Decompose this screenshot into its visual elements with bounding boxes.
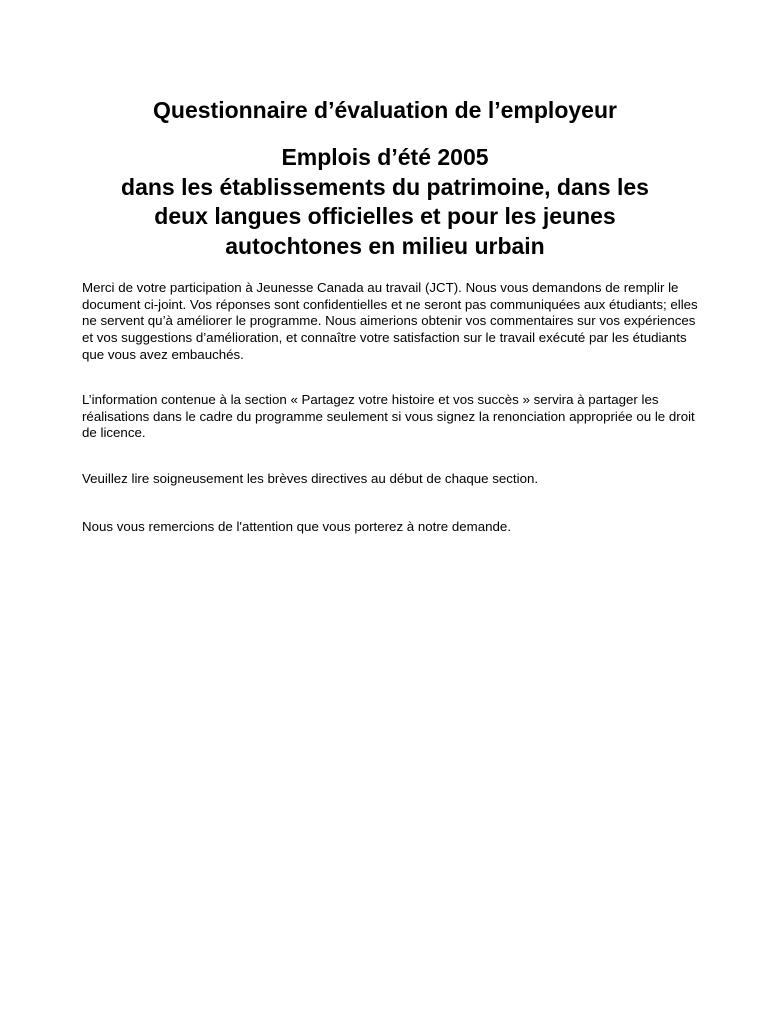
subtitle-line: dans les établissements du patrimoine, dans les <box>121 173 649 200</box>
intro-paragraph: Merci de votre participation à Jeunesse Canada au travail (JCT). Nous vous demandons de remplir le document ci-joint. Vos réponses sont confidentielles et ne seront pas communiquées aux étudiants; elles ne servent qu’à améliorer le programme. Nous aimerions obtenir vos commentaires sur vos expériences et vos suggestions d’amélioration, et connaître votre satisfaction sur le travail exécuté par les étudiants que vous avez embauchés. <box>82 280 698 362</box>
instructions-paragraph: Veuillez lire soigneusement les brèves directives au début de chaque section. <box>82 471 539 486</box>
information-paragraph: L’information contenue à la section « Partagez votre histoire et vos succès » servira à partager les réalisations dans le cadre du programme seulement si vous signez la renonciation appropriée ou le droit de licence. <box>82 392 695 441</box>
subtitle-line: autochtones en milieu urbain <box>225 232 545 259</box>
thanks-paragraph: Nous vous remercions de l'attention que vous porterez à notre demande. <box>82 519 512 534</box>
subtitle-line: Emplois d’été 2005 <box>281 144 489 170</box>
subtitle-line: deux langues officielles et pour les jeunes <box>154 203 616 229</box>
document-title: Questionnaire d’évaluation de l’employeur <box>153 97 617 123</box>
document-subtitle <box>60 143 710 261</box>
